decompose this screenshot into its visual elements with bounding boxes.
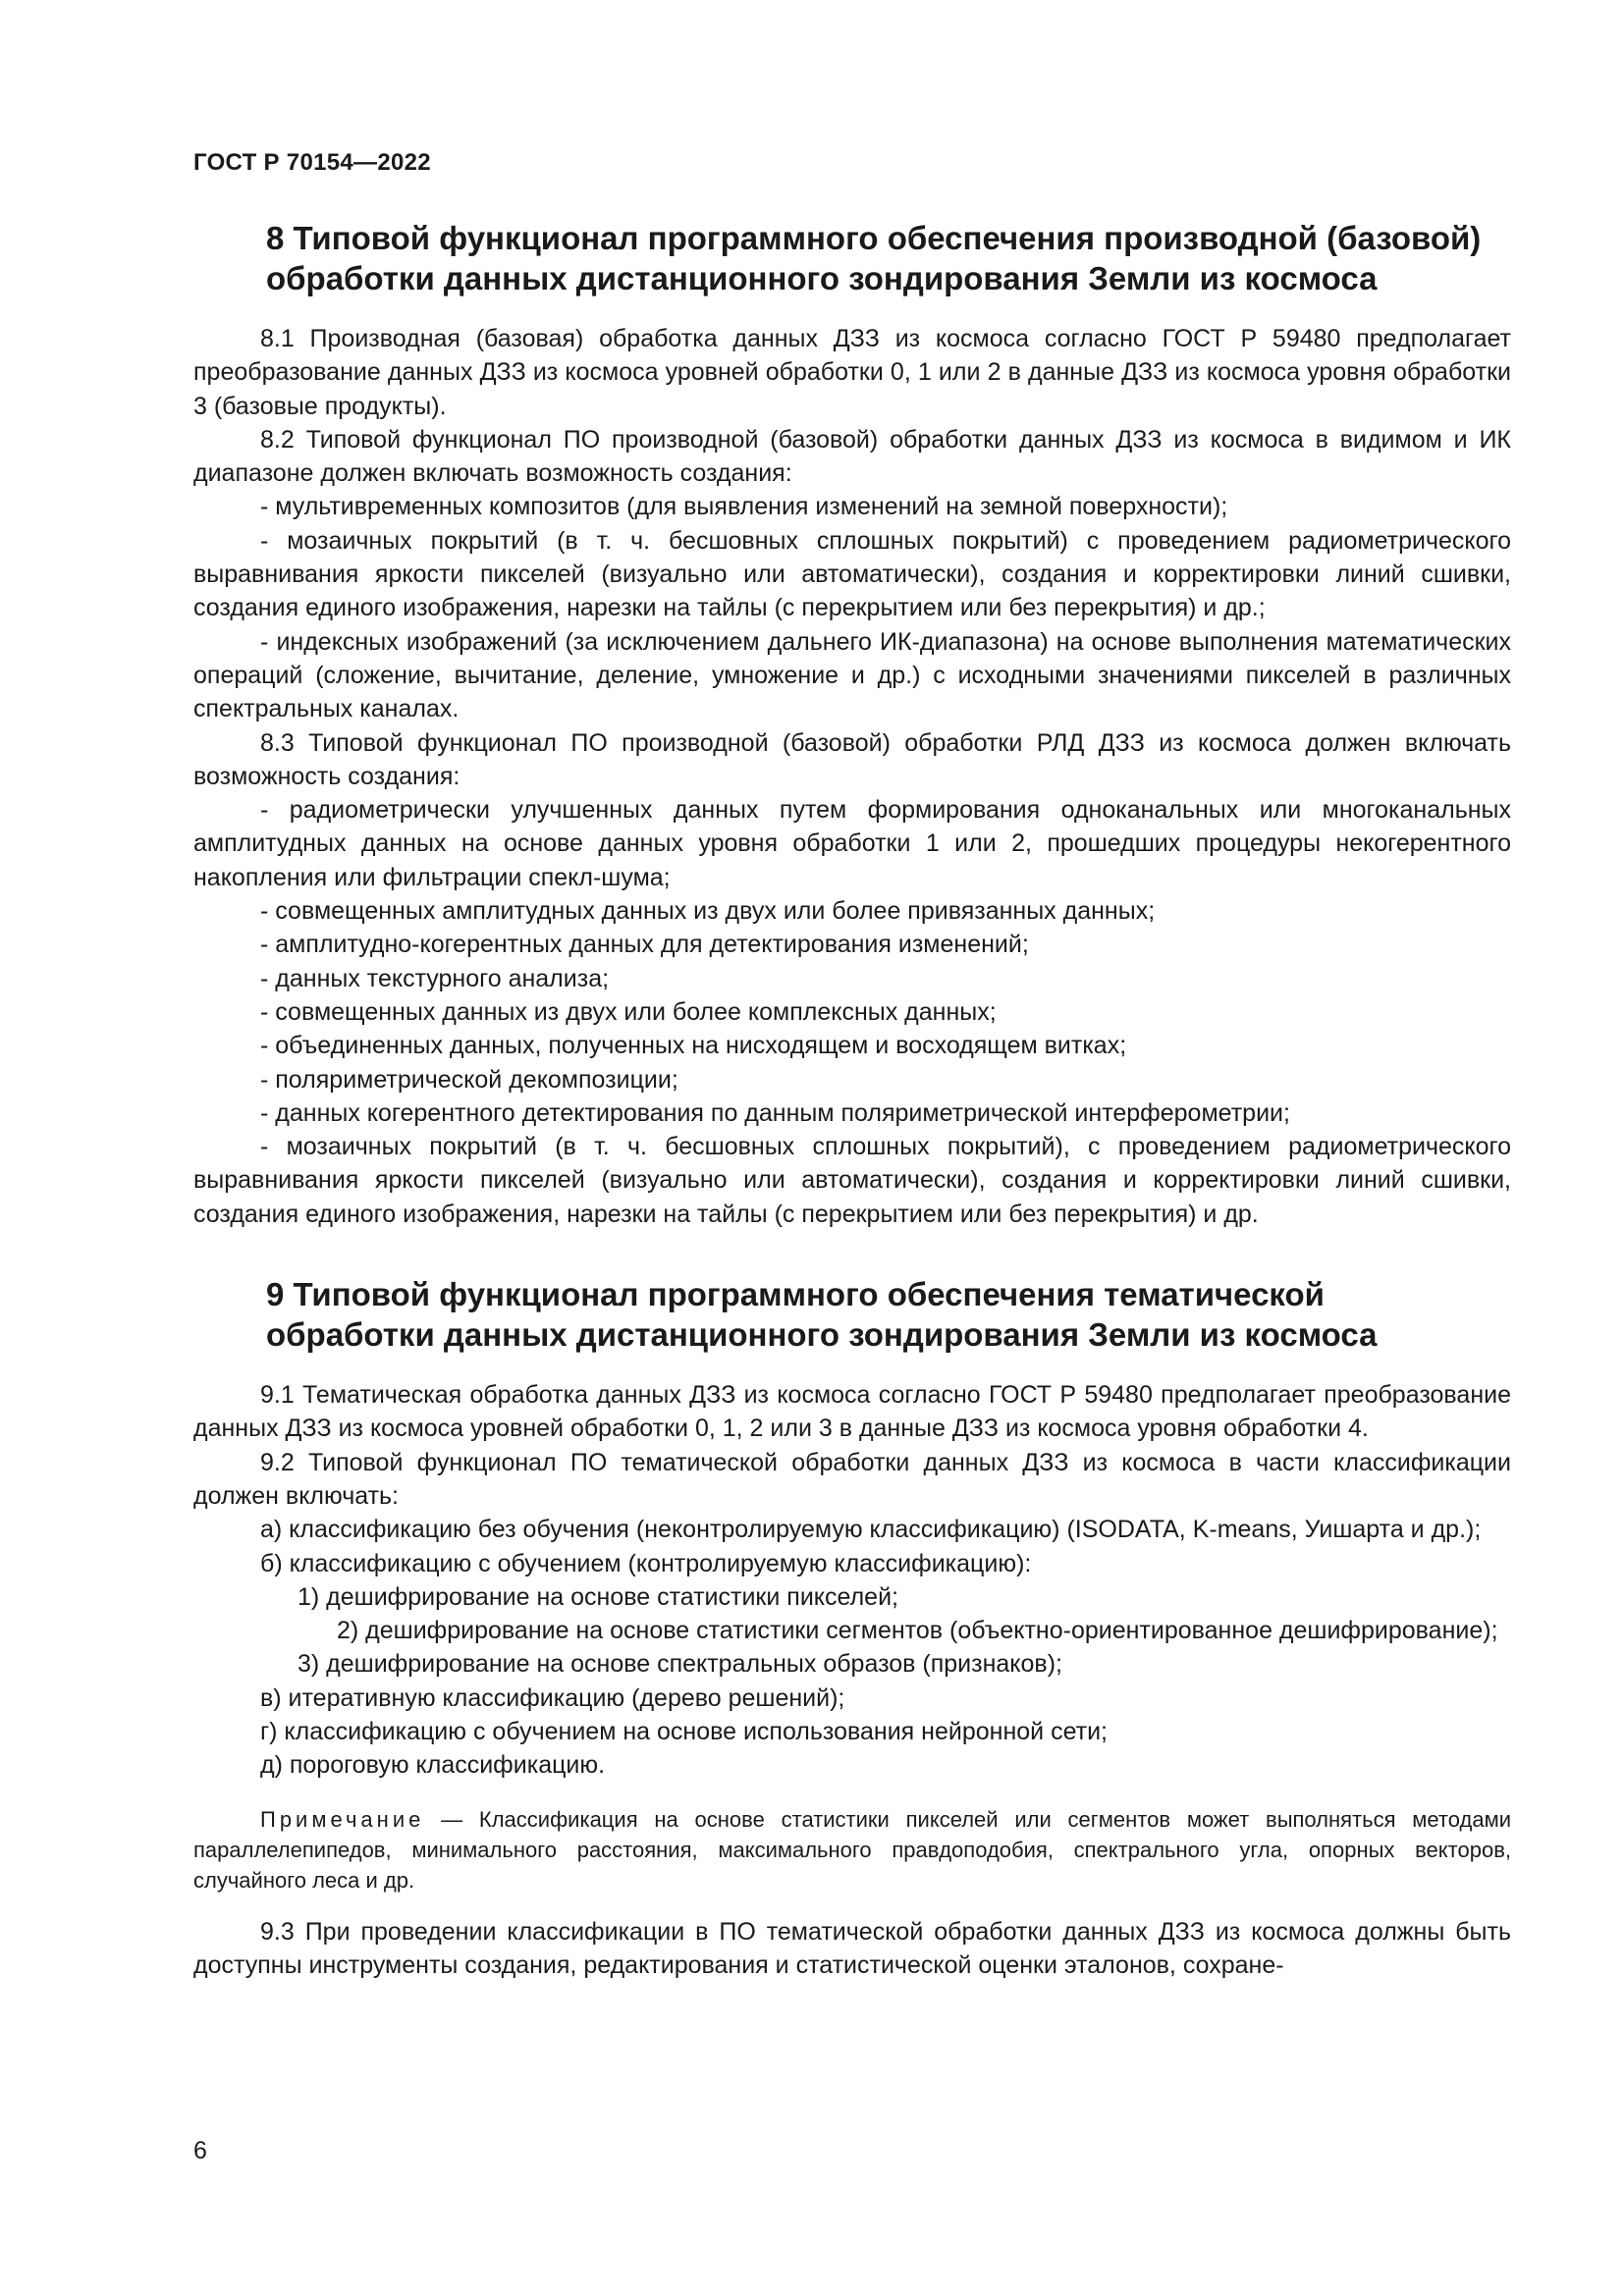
list-item: - амплитудно-когерентных данных для детектирования изменений; xyxy=(260,931,1029,959)
list-item: - мультивременных композитов (для выявления изменений на земной поверхности); xyxy=(260,493,1228,521)
section-9-title-line-2: обработки данных дистанционного зондирования Земли из космоса xyxy=(266,1316,1378,1354)
sub-item-b2: 2) дешифрирование на основе статистики сегментов (объектно-ориентированное дешифрирование); xyxy=(337,1617,1498,1645)
list-item: - объединенных данных, полученных на нисходящем и восходящем витках; xyxy=(260,1032,1127,1060)
page-content xyxy=(193,218,1511,1982)
list-item-d: д) пороговую классификацию. xyxy=(260,1751,606,1780)
section-9-title-line-1: 9 Типовой функционал программного обеспечения тематической xyxy=(266,1276,1325,1313)
list-item-v: в) итеративную классификацию (дерево решений); xyxy=(260,1683,845,1712)
list-item: - данных когерентного детектирования по данным поляриметрической интерферометрии; xyxy=(260,1098,1290,1127)
section-8-title-line-2: обработки данных дистанционного зондирования Земли из космоса xyxy=(266,260,1378,296)
paragraph-9-3: 9.3 При проведении классификации в ПО тематической обработки данных ДЗЗ из космоса должны быть доступны инструменты создания, редактирования и статистической оценки эталонов, сохране- xyxy=(193,1917,1511,1979)
paragraph-9-2: 9.2 Типовой функционал ПО тематической обработки данных ДЗЗ из космоса в части классификации должен включать: xyxy=(193,1448,1511,1510)
sub-item-b3: 3) дешифрирование на основе спектральных образов (признаков); xyxy=(298,1650,1062,1679)
note-text: — Классификация на основе статистики пикселей или сегментов может выполняться методами параллелепипедов, минимального расстояния, максимального правдоподобия, спектрального угла, опорных векторов, случайного леса и др. xyxy=(193,1806,1511,1893)
section-8-title xyxy=(266,218,1511,298)
list-item-b: б) классификацию с обучением (контролируемую классификацию): xyxy=(260,1549,1032,1577)
sub-item-b1: 1) дешифрирование на основе статистики пикселей; xyxy=(298,1582,898,1611)
list-item: - поляриметрической декомпозиции; xyxy=(260,1065,678,1094)
page-number: 6 xyxy=(193,2137,207,2164)
list-item: - совмещенных данных из двух или более комплексных данных; xyxy=(260,997,997,1026)
list-item: - мозаичных покрытий (в т. ч. бесшовных сплошных покрытий) с проведением радиометрического выравнивания яркости пикселей (визуально или автоматически), создания и корректировки линий сшивки, создания единого изображения, нарезки на тайлы (с перекрытием или без перекрытия) и др.; xyxy=(193,526,1511,622)
paragraph-9-1: 9.1 Тематическая обработка данных ДЗЗ из космоса согласно ГОСТ Р 59480 предполагает преобразование данных ДЗЗ из космоса уровней обработки 0, 1, 2 или 3 в данные ДЗЗ из космоса уровня обработки 4. xyxy=(193,1381,1511,1443)
list-item-a: а) классификацию без обучения (неконтролируемую классификацию) (ISODATA, K-means, Уишарта и др.); xyxy=(260,1516,1482,1544)
paragraph-8-2: 8.2 Типовой функционал ПО производной (базовой) обработки данных ДЗЗ из космоса в видимом и ИК диапазоне должен включать возможность создания: xyxy=(193,425,1511,488)
paragraph-8-3: 8.3 Типовой функционал ПО производной (базовой) обработки РЛД ДЗЗ из космоса должен включать возможность создания: xyxy=(193,728,1511,790)
list-item: - данных текстурного анализа; xyxy=(260,964,610,992)
list-item-g: г) классификацию с обучением на основе использования нейронной сети; xyxy=(260,1717,1109,1745)
list-item: - радиометрически улучшенных данных путем формирования одноканальных или многоканальных амплитудных данных на основе данных уровня обработки 1 или 2, прошедших процедуры некогерентного накопления или фильтрации спекл-шума; xyxy=(193,796,1511,891)
section-9-title xyxy=(266,1274,1511,1355)
list-item: - совмещенных амплитудных данных из двух или более привязанных данных; xyxy=(260,897,1156,926)
note xyxy=(193,1804,1511,1896)
paragraph-8-1: 8.1 Производная (базовая) обработка данных ДЗЗ из космоса согласно ГОСТ Р 59480 предполагает преобразование данных ДЗЗ из космоса уровней обработки 0, 1 или 2 в данные ДЗЗ из космоса уровня обработки 3 (базовые продукты). xyxy=(193,325,1511,420)
document-code-header: ГОСТ Р 70154—2022 xyxy=(193,149,431,176)
list-item: - индексных изображений (за исключением дальнего ИК-диапазона) на основе выполнения математических операций (сложение, вычитание, деление, умножение и др.) с исходными значениями пикселей в различных спектральных каналах. xyxy=(193,627,1511,723)
section-8-title-line-1: 8 Типовой функционал программного обеспечения производной (базовой) xyxy=(266,220,1482,256)
note-label: Примечание xyxy=(260,1806,425,1832)
list-item: - мозаичных покрытий (в т. ч. бесшовных сплошных покрытий), с проведением радиометрического выравнивания яркости пикселей (визуально или автоматически), создания и корректировки линий сшивки, создания единого изображения, нарезки на тайлы (с перекрытием или без перекрытия) и др. xyxy=(193,1133,1511,1228)
